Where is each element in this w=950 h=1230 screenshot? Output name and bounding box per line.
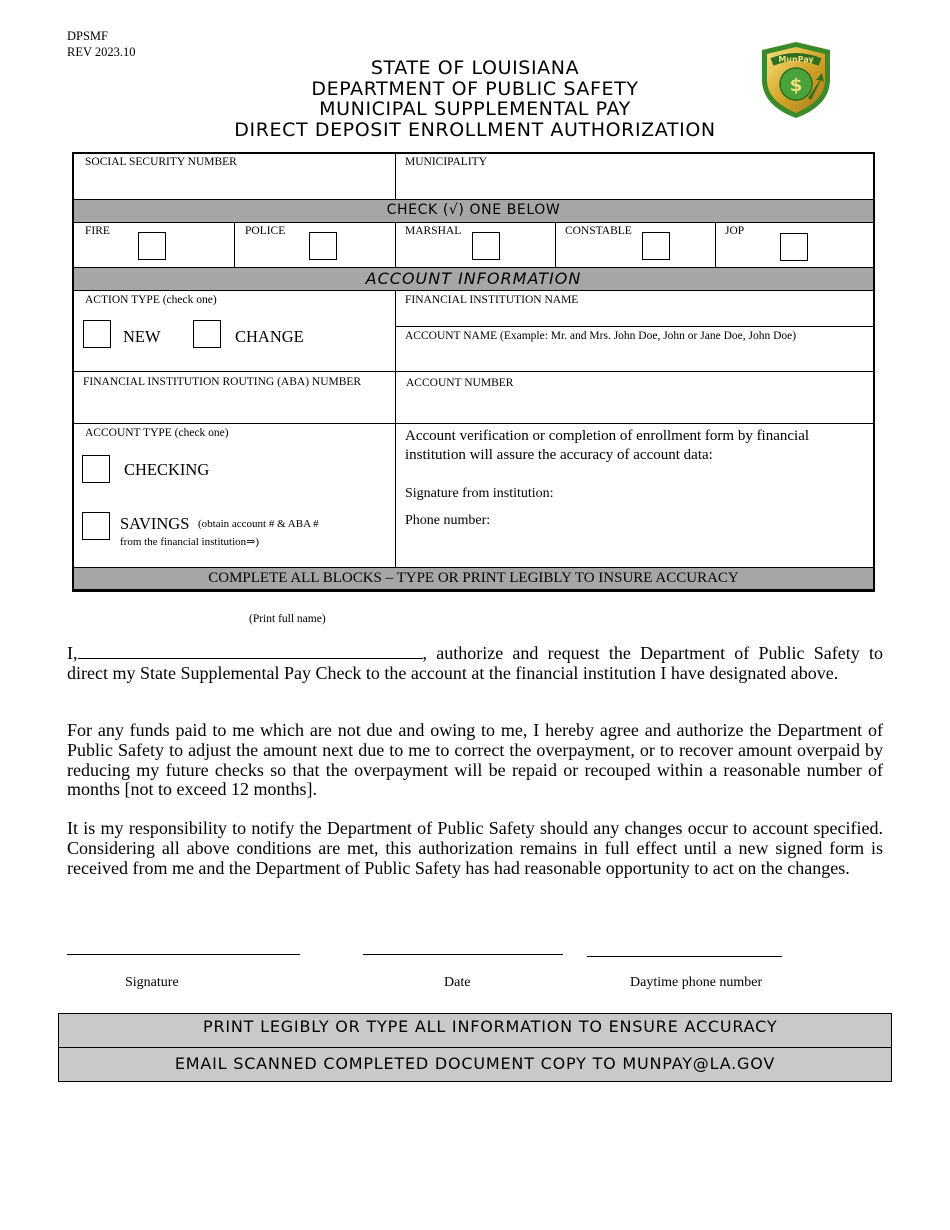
logo-text: MunPay	[778, 55, 814, 64]
footer-notice-email	[58, 1047, 892, 1082]
checking-label: CHECKING	[124, 460, 210, 479]
role-fire-checkbox[interactable]	[138, 232, 166, 260]
print-full-name-hint: (Print full name)	[249, 613, 326, 625]
checking-checkbox[interactable]	[82, 455, 110, 483]
account-info-heading: ACCOUNT INFORMATION	[365, 269, 582, 288]
institution-name-field[interactable]	[396, 290, 873, 326]
routing-number-field[interactable]	[74, 372, 395, 423]
ssn-field[interactable]	[74, 154, 395, 199]
role-police-label: POLICE	[245, 225, 286, 237]
signature-line[interactable]	[67, 954, 300, 955]
role-jop-checkbox[interactable]	[780, 233, 808, 261]
phone-line[interactable]	[587, 956, 782, 957]
authorization-paragraph-1	[67, 642, 883, 684]
ssn-label: SOCIAL SECURITY NUMBER	[85, 156, 237, 168]
full-name-input[interactable]	[78, 642, 423, 659]
form-code: DPSMF	[67, 29, 108, 43]
check-one-heading: CHECK (√) ONE BELOW	[386, 202, 561, 218]
title-line-2: DEPARTMENT OF PUBLIC SAFETY	[311, 77, 639, 100]
savings-note-line-2: from the financial institution⇒)	[120, 536, 260, 548]
municipality-label: MUNICIPALITY	[405, 156, 487, 168]
role-marshal-checkbox[interactable]	[472, 232, 500, 260]
role-police-checkbox[interactable]	[309, 232, 337, 260]
savings-checkbox[interactable]	[82, 512, 110, 540]
account-name-field[interactable]	[396, 327, 873, 371]
title-line-4: DIRECT DEPOSIT ENROLLMENT AUTHORIZATION	[234, 118, 716, 141]
complete-all-blocks-note: COMPLETE ALL BLOCKS – TYPE OR PRINT LEGIBLY TO INSURE ACCURACY	[208, 570, 739, 586]
municipality-field[interactable]	[396, 154, 873, 199]
date-label: Date	[444, 975, 471, 990]
institution-signature-label: Signature from institution:	[405, 486, 554, 501]
routing-number-label: FINANCIAL INSTITUTION ROUTING (ABA) NUMBER	[83, 376, 362, 388]
account-number-label: ACCOUNT NUMBER	[406, 377, 514, 389]
footer-notice-legibly	[58, 1013, 892, 1048]
form-revision: REV 2023.10	[67, 45, 136, 59]
role-constable-label: CONSTABLE	[565, 225, 632, 237]
title-line-1: STATE OF LOUISIANA	[370, 57, 580, 79]
institution-verification-area[interactable]	[534, 480, 864, 536]
action-new-label: NEW	[123, 327, 161, 346]
institution-name-label: FINANCIAL INSTITUTION NAME	[405, 294, 579, 306]
title-line-3: MUNICIPAL SUPPLEMENTAL PAY	[319, 98, 631, 120]
footer-line-1: PRINT LEGIBLY OR TYPE ALL INFORMATION TO ENSURE ACCURACY	[203, 1017, 778, 1036]
savings-note-line-1: (obtain account # & ABA #	[198, 518, 319, 530]
overpayment-paragraph: For any funds paid to me which are not due and owing to me, I hereby agree and authorize the Department of Public Safety to adjust the amount next due to me to correct the overpayment, or to recover amount overpaid by reducing my future checks so that the overpayment will be repaid or recouped within a reasonable number of months [not to exceed 12 months].	[67, 720, 883, 800]
action-change-label: CHANGE	[235, 327, 304, 346]
enrollment-form-table	[72, 152, 875, 592]
action-type-label: ACTION TYPE (check one)	[85, 294, 217, 306]
date-line[interactable]	[363, 954, 563, 955]
munpay-logo	[758, 40, 834, 120]
verification-text: Account verification or completion of enrollment form by financial institution will assure the accuracy of account data:	[405, 428, 810, 463]
action-new-checkbox[interactable]	[83, 320, 111, 348]
role-jop-label: JOP	[725, 225, 745, 237]
account-type-label: ACCOUNT TYPE (check one)	[85, 427, 229, 439]
role-constable-checkbox[interactable]	[642, 232, 670, 260]
account-name-label: ACCOUNT NAME (Example: Mr. and Mrs. John Doe, John or Jane Doe, John Doe)	[405, 330, 797, 342]
action-change-checkbox[interactable]	[193, 320, 221, 348]
role-fire-label: FIRE	[85, 225, 110, 237]
authorization-paragraph-1-text: , authorize and request the Department of Public Safety to direct my State Supplemental Pay Check to the account at the financial institution I have designated above.	[67, 643, 883, 683]
institution-phone-label: Phone number:	[405, 513, 491, 528]
phone-label: Daytime phone number	[630, 975, 763, 990]
logo-dollar-sign: $	[789, 75, 803, 96]
signature-label: Signature	[125, 975, 179, 990]
footer-line-2: EMAIL SCANNED COMPLETED DOCUMENT COPY TO MUNPAY@LA.GOV	[174, 1054, 776, 1073]
account-number-field[interactable]	[396, 372, 873, 423]
savings-label: SAVINGS	[120, 514, 190, 533]
authorization-prefix: I,	[67, 643, 78, 663]
responsibility-paragraph: It is my responsibility to notify the Department of Public Safety should any changes occur to account specified. Considering all above conditions are met, this authorization remains in full effect until a new signed form is received from me and the Department of Public Safety has had reasonable opportunity to act on the changes.	[67, 818, 883, 878]
role-marshal-label: MARSHAL	[405, 225, 462, 237]
